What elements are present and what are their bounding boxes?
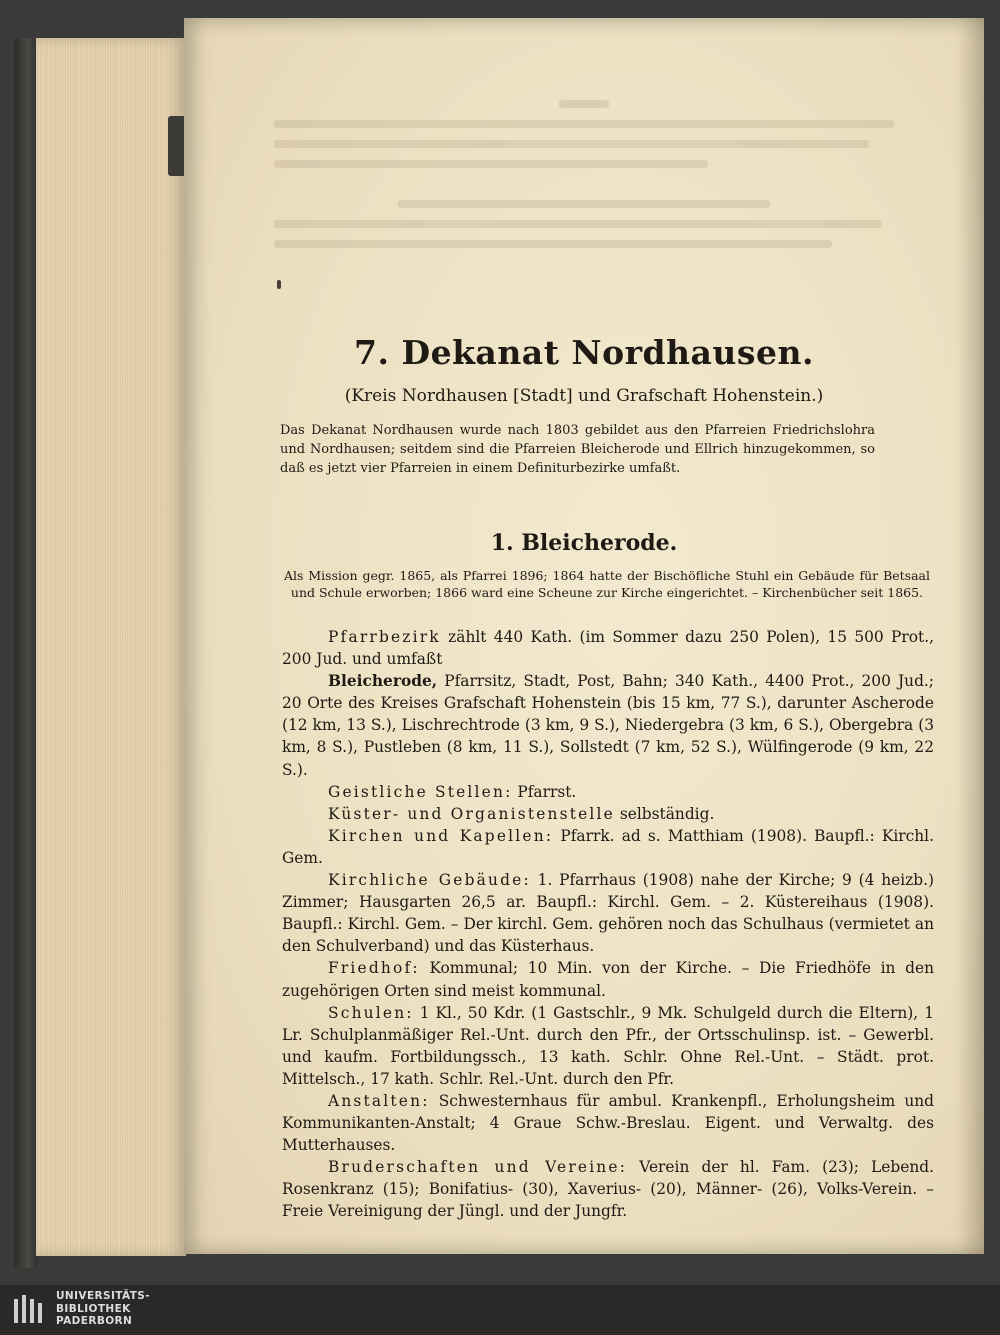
section-geistliche-stellen xyxy=(282,781,934,803)
book-page xyxy=(184,18,984,1254)
section-text: Pfarrsitz, Stadt, Post, Bahn; 340 Kath., 4400 Prot., 200 Jud.; 20 Orte des Kreises Grafschaft Hohenstein (bis 15 km, 77 S.), darunter Ascherode (12 km, 13 S.), Lischrechtrode (3 km, 9 S.), Niedergebra (3 km, 6 S.), Obergebra (3 km, 8 S.), Pustleben (8 km, 11 S.), Sollstedt (7 km, 52 S.), Wülfingerode (9 km, 22 S.). xyxy=(282,672,934,779)
section-schulen xyxy=(282,1002,934,1090)
section-label: Friedhof: xyxy=(328,959,420,978)
section-label: Kirchen und Kapellen: xyxy=(328,826,554,845)
logo-line: PADERBORN xyxy=(56,1315,133,1327)
intro-paragraph: Das Dekanat Nordhausen wurde nach 1803 gebildet aus den Pfarreien Friedrichslohra und Nordhausen; seitdem sind die Pfarreien Bleicherode und Ellrich hinzugekommen, so daß es jetzt vier Pfarreien in einem Definiturbezirke umfaßt. xyxy=(280,423,875,476)
section-text: Pfarrst. xyxy=(512,782,577,801)
section-label: Pfarrbezirk xyxy=(328,628,441,646)
section-anstalten xyxy=(282,1090,934,1156)
parish-body xyxy=(282,626,934,1223)
page-subtitle: (Kreis Nordhausen [Stadt] und Grafschaft Hohenstein.) xyxy=(344,386,824,406)
section-vereine xyxy=(282,1156,934,1222)
section-label: Küster- und Organistenstelle xyxy=(328,804,615,823)
parish-heading: 1. Bleicherode. xyxy=(490,530,678,556)
section-kuester xyxy=(282,803,934,825)
section-label: Bruderschaften und Vereine: xyxy=(328,1158,628,1177)
ink-mark xyxy=(277,280,281,289)
section-label: Schulen: xyxy=(328,1003,414,1022)
library-footer xyxy=(0,1285,1000,1335)
section-label: Kirchliche Gebäude: xyxy=(328,871,531,890)
page-shadow xyxy=(958,18,984,1254)
section-text: 1 Kl., 50 Kdr. (1 Gastschlr., 9 Mk. Schulgeld durch die Eltern), 1 Lr. Schulplanmäßiger Rel.-Unt. durch den Pfr., der Ortsschulinsp. ist. – Gewerbl. und kaufm. Fortbildungssch., 13 kath. Schlr. Ohne Rel.-Unt. – Städt. prot. Mittelsch., 17 kath. Schlr. Rel.-Unt. durch den Pfr. xyxy=(282,1003,934,1088)
section-text: 1. Pfarrhaus (1908) nahe der Kirche; 9 (4 heizb.) Zimmer; Hausgarten 26,5 ar. Baupfl.: Kirchl. Gem. – 2. Küstereihaus (1908). Baupfl.: Kirchl. Gem. – Der kirchl. Gem. gehören noch das Schulhaus (vermietet an den Schulverband) und das Küsterhaus. xyxy=(282,871,934,956)
section-text: Schwesternhaus für ambul. Krankenpfl., Erholungsheim und Kommunikanten-Anstalt; 4 Graue Schw.-Breslau. Eigent. und Verwaltg. des Mutterhauses. xyxy=(282,1091,934,1155)
show-through-text xyxy=(274,88,894,368)
library-logo-icon xyxy=(12,1293,48,1327)
library-logo-text xyxy=(56,1290,150,1328)
section-text: Verein der hl. Fam. (23); Lebend. Rosenkranz (15); Bonifatius- (30), Xaverius- (20), Männer- (26), Volks-Verein. – Freie Vereinigung der Jüngl. und der Jungfr. xyxy=(282,1158,934,1221)
section-bleicherode xyxy=(282,670,934,780)
logo-line: BIBLIOTHEK xyxy=(56,1302,131,1315)
section-kirchen xyxy=(282,825,934,869)
section-text: Pfarrk. ad s. Matthiam (1908). Baupfl.: Kirchl. Gem. xyxy=(282,826,934,867)
parish-history-note: Als Mission gegr. 1865, als Pfarrei 1896; 1864 hatte der Bischöfliche Stuhl ein Gebäude für Betsaal und Schule erworben; 1866 ward eine Scheune zur Kirche eingerichtet. – Kirchenbücher seit 1865. xyxy=(284,568,930,600)
book-cover-edge xyxy=(14,38,38,1268)
logo-line: UNIVERSITÄTS- xyxy=(56,1290,151,1302)
section-friedhof xyxy=(282,957,934,1001)
section-gebaeude xyxy=(282,869,934,957)
section-pfarrbezirk xyxy=(282,626,934,670)
section-text: Kommunal; 10 Min. von der Kirche. – Die Friedhöfe in den zugehörigen Orten sind meist kommunal. xyxy=(282,959,934,1000)
section-text: zählt 440 Kath. (im Sommer dazu 250 Polen), 15 500 Prot., 200 Jud. und umfaßt xyxy=(282,628,934,669)
page-stack xyxy=(36,38,186,1256)
section-label: Bleicherode, xyxy=(328,672,438,691)
section-label: Geistliche Stellen: xyxy=(328,782,513,801)
section-text: selbständig. xyxy=(614,804,715,823)
page-title: 7. Dekanat Nordhausen. xyxy=(354,333,814,372)
section-label: Anstalten: xyxy=(328,1091,430,1110)
